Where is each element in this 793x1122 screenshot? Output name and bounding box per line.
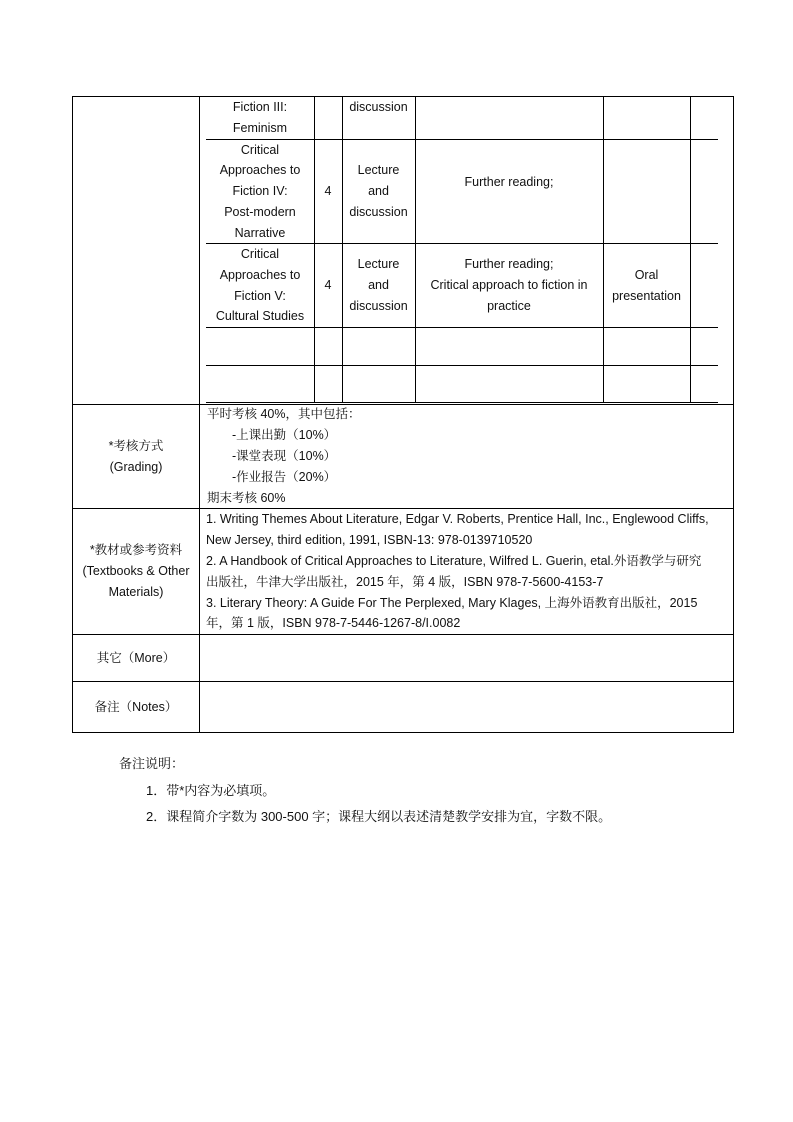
method-line: discussion (349, 298, 408, 313)
method-line: discussion (349, 100, 408, 114)
topic-line: Fiction V: (234, 288, 286, 303)
textbook-line: 年，第 1 版，ISBN 978-7-5446-1267-8/I.0082 (206, 616, 461, 630)
grading-line: 平时考核 40%，其中包括： (207, 407, 361, 421)
assessment-line: Oral (634, 267, 659, 282)
grading-label (73, 405, 199, 508)
grading-label-en: (Grading) (109, 459, 163, 474)
method-cell (342, 97, 415, 139)
topic-line: Approaches to (219, 267, 301, 282)
method-line: Lecture (357, 257, 400, 272)
grading-line: 期末考核 60% (207, 491, 286, 505)
assignment-line: Critical approach to fiction in (430, 278, 588, 293)
textbooks-label-en: Materials) (108, 584, 164, 599)
schedule-row-divider (206, 365, 718, 366)
method-line: and (368, 184, 389, 199)
assignment-line: Further reading; (464, 257, 554, 272)
assessment-line: presentation (612, 288, 681, 303)
notes-label-text: 备注（Notes） (94, 700, 178, 715)
more-label (73, 635, 199, 681)
schedule-row-divider (206, 402, 718, 403)
footnote-title: 备注说明： (119, 756, 185, 771)
topic-line: Approaches to (219, 163, 301, 178)
textbook-line: 2. A Handbook of Critical Approaches to Literature, Wilfred L. Guerin, etal.外语教学与研究 (206, 554, 702, 568)
assignment-line: practice (487, 298, 531, 313)
table-row (206, 97, 314, 139)
topic-line: Post-modern (224, 204, 296, 219)
topic-line: Narrative (234, 225, 286, 240)
hours-value: 4 (324, 184, 332, 199)
method-line: and (368, 278, 389, 293)
method-line: discussion (349, 204, 408, 219)
textbook-line: 1. Writing Themes About Literature, Edgar V. Roberts, Prentice Hall, Inc., Englewood Cliffs, (206, 512, 709, 526)
label-column-divider (199, 96, 200, 733)
grading-line: -上课出勤（10%） (232, 428, 337, 442)
textbook-line: 出版社，牛津大学出版社，2015 年，第 4 版，ISBN 978-7-5600-4153-7 (206, 575, 604, 589)
hours-value: 4 (324, 278, 332, 293)
assignment-cell (415, 140, 603, 224)
assignment-line: Further reading; (464, 174, 554, 189)
topic-line: Feminism (232, 120, 288, 135)
hours-cell (314, 140, 342, 243)
assignment-cell (415, 244, 603, 327)
assessment-cell (603, 244, 690, 327)
method-line: Lecture (357, 163, 400, 178)
topic-line: Cultural Studies (215, 309, 305, 324)
textbook-line: 3. Literary Theory: A Guide For The Perplexed, Mary Klages, 上海外语教育出版社，2015 (206, 596, 698, 610)
table-row (206, 140, 314, 243)
textbooks-label (73, 509, 199, 634)
method-cell (342, 244, 415, 327)
topic-line: Critical (240, 247, 280, 262)
schedule-col-divider (690, 96, 691, 403)
schedule-row-divider (206, 327, 718, 328)
topic-line: Fiction IV: (232, 184, 288, 199)
grading-label-cn: *考核方式 (108, 438, 164, 453)
topic-line: Critical (240, 142, 280, 157)
method-cell (342, 140, 415, 243)
grading-line: -课堂表现（10%） (232, 449, 337, 463)
notes-label (73, 682, 199, 733)
more-label-text: 其它（More） (96, 650, 176, 665)
table-row (206, 244, 314, 327)
textbook-line: New Jersey, third edition, 1991, ISBN-13: 978-0139710520 (206, 533, 533, 547)
footnote-item: 1．带*内容为必填项。 (146, 783, 276, 798)
footnote-item: 2．课程简介字数为 300-500 字；课程大纲以表述清楚教学安排为宜，字数不限。 (146, 809, 612, 824)
textbooks-label-cn: *教材或参考资料 (89, 543, 183, 558)
hours-cell (314, 244, 342, 327)
grading-line: -作业报告（20%） (232, 470, 337, 484)
textbooks-label-en: (Textbooks & Other (82, 564, 190, 579)
topic-line: Fiction III: (232, 100, 288, 114)
